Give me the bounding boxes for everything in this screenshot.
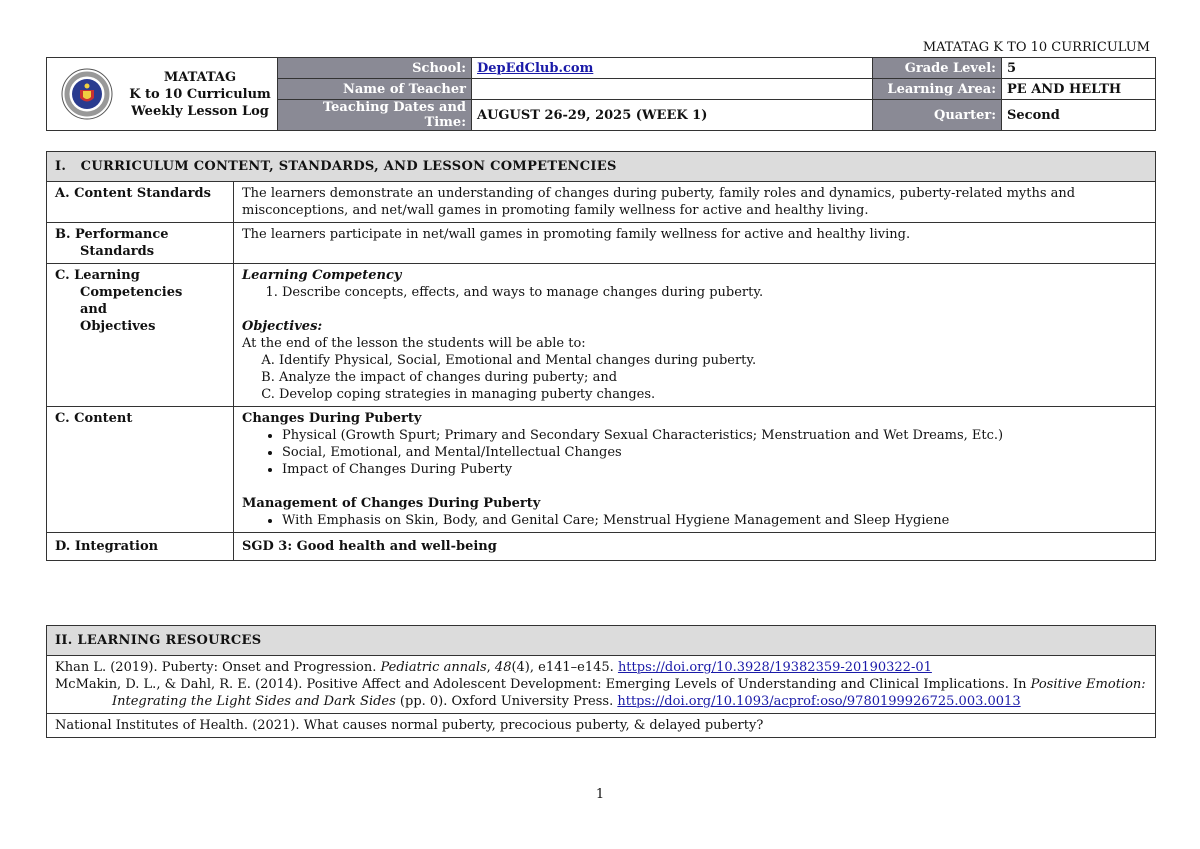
content-bullet: • Impact of Changes During Puberty [282,461,1147,478]
objectives-intro: At the end of the lesson the students will be able to: [242,336,586,351]
teacher-label: Name of Teacher [278,79,472,100]
curriculum-label: MATATAG K TO 10 CURRICULUM [922,40,1150,55]
content-standards-label: A. Content Standards [47,182,234,223]
learning-resources-section [46,625,1156,738]
page-number: 1 [595,787,605,802]
reference-mcmakin: McMakin, D. L., & Dahl, R. E. (2014). Positive Affect and Adolescent Development: Emerging Levels of Understanding and Clinical Implications. In Positive Emotion: Integrating the Light Sides and Dark Sides (pp. 0). Oxford University Press. https://doi.org/10.1093/acprof:oso/9780199926725.003.0013 [55,677,1146,709]
competencies-content [234,264,1156,407]
competency-item: 1. Describe concepts, effects, and ways to manage changes during puberty. [282,284,1147,301]
school-link[interactable]: DepEdClub.com [477,60,594,76]
dates-label: Teaching Dates and Time: [278,100,472,131]
grade-label: Grade Level: [873,58,1002,79]
objectives-heading: Objectives: [242,319,323,334]
reference-nih: National Institutes of Health. (2021). What causes normal puberty, precocious puberty, & delayed puberty? [47,714,1156,738]
branding-cell [47,58,278,131]
grade-value: 5 [1002,58,1156,79]
school-label: School: [278,58,472,79]
area-label: Learning Area: [873,79,1002,100]
objective-item: A. Identify Physical, Social, Emotional and Mental changes during puberty. [279,352,1147,369]
content-heading-management: Management of Changes During Puberty [242,496,541,511]
content-standards-text: The learners demonstrate an understanding of changes during puberty, family roles and dynamics, puberty-related myths and misconceptions, and net/wall games in promoting family wellness for active and healthy living. [234,182,1156,223]
objective-item: C. Develop coping strategies in managing puberty changes. [279,386,1147,403]
content-bullet: • With Emphasis on Skin, Body, and Genital Care; Menstrual Hygiene Management and Sleep Hygiene [282,512,1147,529]
content-bullet: • Social, Emotional, and Mental/Intellectual Changes [282,444,1147,461]
performance-standards-label: B. Performance Standards [47,223,234,264]
header-table [46,57,1156,131]
curriculum-section [46,151,1156,561]
content-bullet: • Physical (Growth Spurt; Primary and Secondary Sexual Characteristics; Menstruation and Wet Dreams, Etc.) [282,427,1147,444]
section1-title: I. CURRICULUM CONTENT, STANDARDS, AND LESSON COMPETENCIES [47,152,1156,182]
brand-title: MATATAG K to 10 Curriculum Weekly Lesson Log [129,69,271,119]
references-list [47,656,1156,714]
content-label: C. Content [47,407,234,533]
content-body [234,407,1156,533]
area-value: PE AND HELTH [1002,79,1156,100]
teacher-value [472,79,873,100]
competency-heading: Learning Competency [242,268,402,283]
performance-standards-text: The learners participate in net/wall games in promoting family wellness for active and healthy living. [234,223,1156,264]
quarter-value: Second [1002,100,1156,131]
reference-link[interactable]: https://doi.org/10.3928/19382359-20190322-01 [617,660,932,675]
reference-link[interactable]: https://doi.org/10.1093/acprof:oso/9780199926725.003.0013 [617,694,1021,709]
competencies-label: C. Learning Competencies and Objectives [47,264,234,407]
dates-value: AUGUST 26-29, 2025 (WEEK 1) [472,100,873,131]
section2-title: II. LEARNING RESOURCES [47,626,1156,656]
quarter-label: Quarter: [873,100,1002,131]
integration-label: D. Integration [47,533,234,561]
deped-seal-icon [61,68,113,120]
objective-item: B. Analyze the impact of changes during puberty; and [279,369,1147,386]
school-value[interactable] [472,58,873,79]
reference-khan: Khan L. (2019). Puberty: Onset and Progression. Pediatric annals, 48(4), e141–e145. https://doi.org/10.3928/19382359-20190322-01 [55,660,932,675]
content-heading-changes: Changes During Puberty [242,411,422,426]
integration-text: SGD 3: Good health and well-being [234,533,1156,561]
